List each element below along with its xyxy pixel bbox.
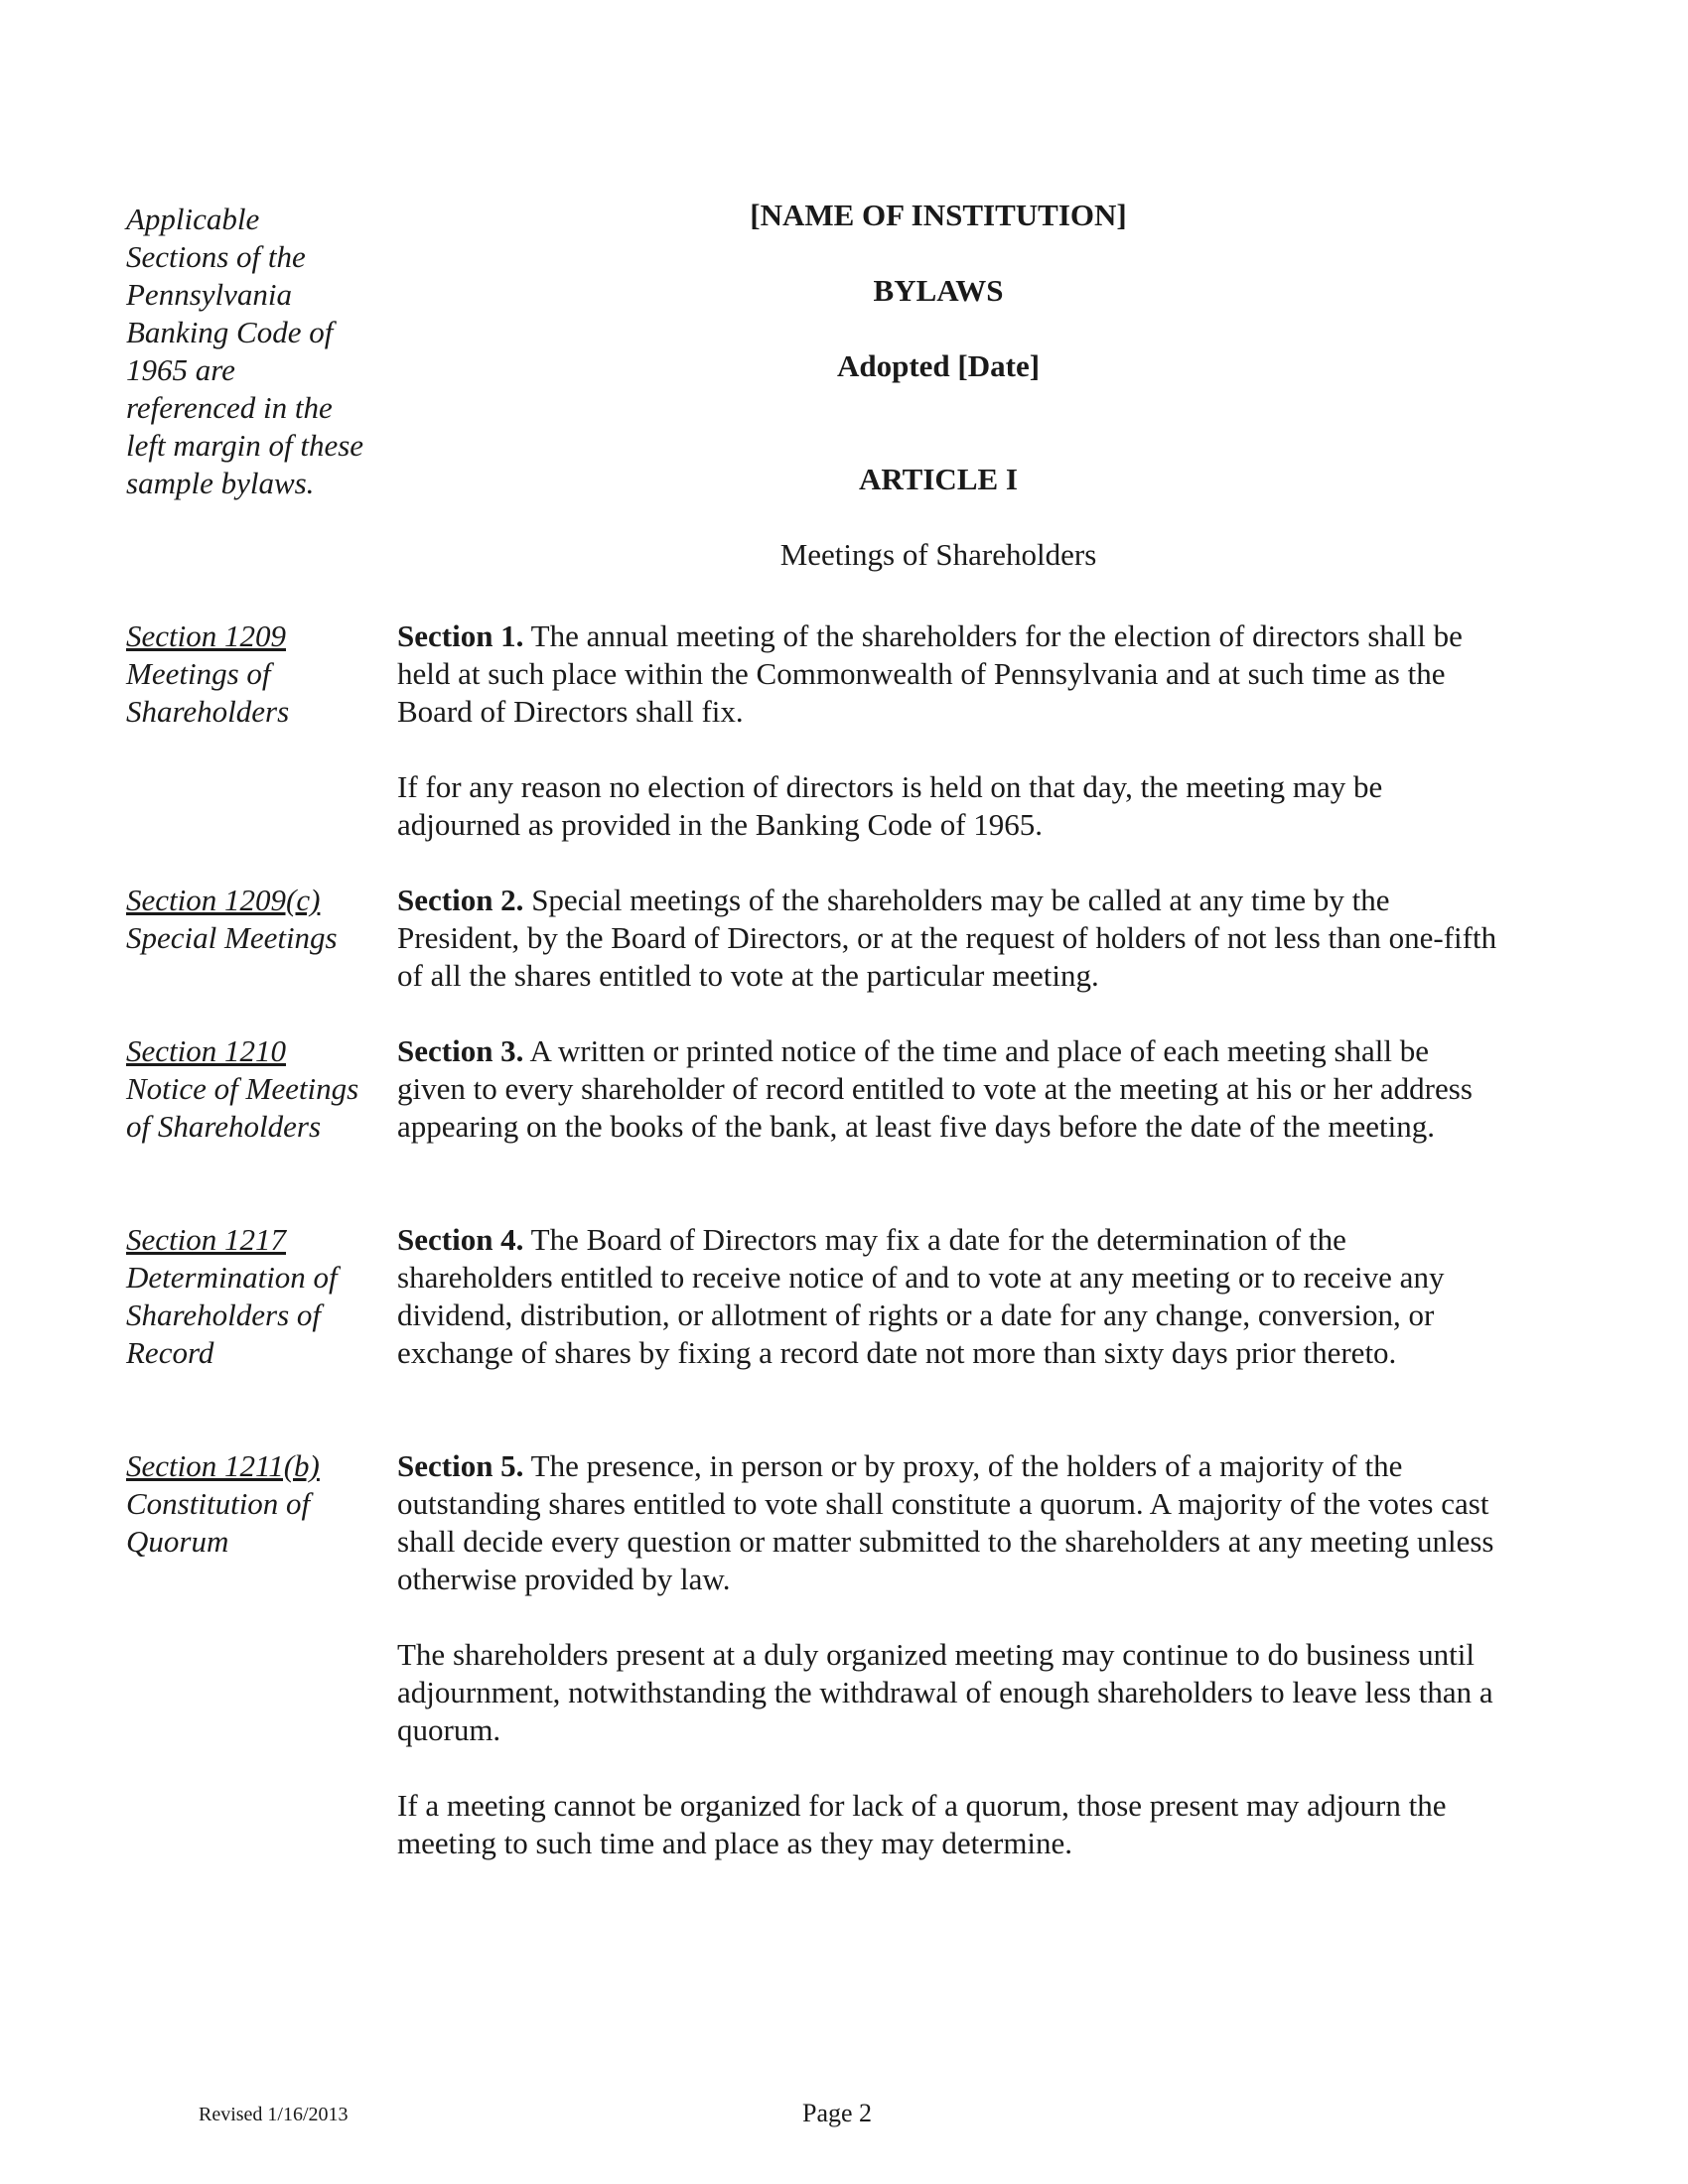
- section-label: Section 4.: [397, 1222, 524, 1257]
- margin-note-ref: Section 1209: [126, 618, 286, 653]
- margin-note-ref: Section 1209(c): [126, 883, 321, 917]
- section-2-paragraph: [397, 882, 1499, 995]
- section-label: Section 1.: [397, 618, 524, 653]
- document-title: BYLAWS: [873, 273, 1004, 308]
- institution-name: [NAME OF INSTITUTION]: [750, 198, 1127, 232]
- section-text: Special meetings of the shareholders may be called at any time by the President, by the Board of Directors, or at the request of holders of not less than one-fifth of all the shares entitled to vote at the particular meeting.: [397, 883, 1497, 993]
- margin-note-section-2: [126, 882, 374, 957]
- section-label: Section 2.: [397, 883, 524, 917]
- section-5-paragraph: [397, 1447, 1499, 1598]
- section-1-paragraph: [397, 617, 1499, 731]
- section-text: A written or printed notice of the time and place of each meeting shall be given to every shareholder of record entitled to vote at the meeting at his or her address appearing on the books of the bank, at least five days before the date of the meeting.: [397, 1033, 1473, 1144]
- margin-note-section-1: [126, 617, 374, 731]
- margin-note-ref: Section 1217: [126, 1222, 286, 1257]
- adopted-date: Adopted [Date]: [836, 348, 1041, 383]
- margin-note-caption: Notice of Meetings of Shareholders: [126, 1071, 359, 1144]
- revision-date: Revised 1/16/2013: [199, 2104, 349, 2125]
- article-subtitle: Meetings of Shareholders: [779, 537, 1097, 572]
- margin-intro-note: Applicable Sections of the Pennsylvania Banking Code of 1965 are referenced in the left margin of these sample bylaws.: [126, 202, 364, 500]
- section-4-paragraph: [397, 1221, 1499, 1372]
- margin-note-section-3: [126, 1032, 374, 1146]
- section-text: The presence, in person or by proxy, of the holders of a majority of the outstanding shares entitled to vote shall constitute a quorum. A majority of the votes cast shall decide every question or matter submitted to the shareholders at any meeting unless otherwise provided by law.: [397, 1448, 1494, 1596]
- page-number: Page 2: [802, 2099, 873, 2127]
- margin-note-caption: Constitution of Quorum: [126, 1486, 311, 1559]
- section-3-paragraph: [397, 1032, 1499, 1146]
- margin-note-ref: Section 1210: [126, 1033, 286, 1068]
- margin-note-caption: Determination of Shareholders of Record: [126, 1260, 338, 1370]
- section-text: The annual meeting of the shareholders for the election of directors shall be held at such place within the Commonwealth of Pennsylvania and at such time as the Board of Directors shall fix.: [397, 618, 1463, 729]
- article-heading: ARTICLE I: [859, 462, 1018, 496]
- section-text: The Board of Directors may fix a date for the determination of the shareholders entitled to receive notice of and to vote at any meeting or to receive any dividend, distribution, or allotment of rights or a date for any change, conversion, or exchange of shares by fixing a record date not more than sixty days prior thereto.: [397, 1222, 1445, 1370]
- section-label: Section 3.: [397, 1033, 524, 1068]
- margin-note-section-5: [126, 1447, 374, 1561]
- margin-note-section-4: [126, 1221, 374, 1372]
- section-label: Section 5.: [397, 1448, 524, 1483]
- margin-note-caption: Meetings of Shareholders: [126, 656, 290, 729]
- section-5-paragraph-3: If a meeting cannot be organized for lack of a quorum, those present may adjourn the meeting to such time and place as they may determine.: [397, 1788, 1447, 1860]
- section-1-paragraph-2: If for any reason no election of directors is held on that day, the meeting may be adjourned as provided in the Banking Code of 1965.: [397, 769, 1383, 842]
- section-5-paragraph-2: The shareholders present at a duly organized meeting may continue to do business until adjournment, notwithstanding the withdrawal of enough shareholders to leave less than a quorum.: [397, 1637, 1493, 1747]
- margin-note-caption: Special Meetings: [126, 920, 338, 955]
- margin-note-ref: Section 1211(b): [126, 1448, 320, 1483]
